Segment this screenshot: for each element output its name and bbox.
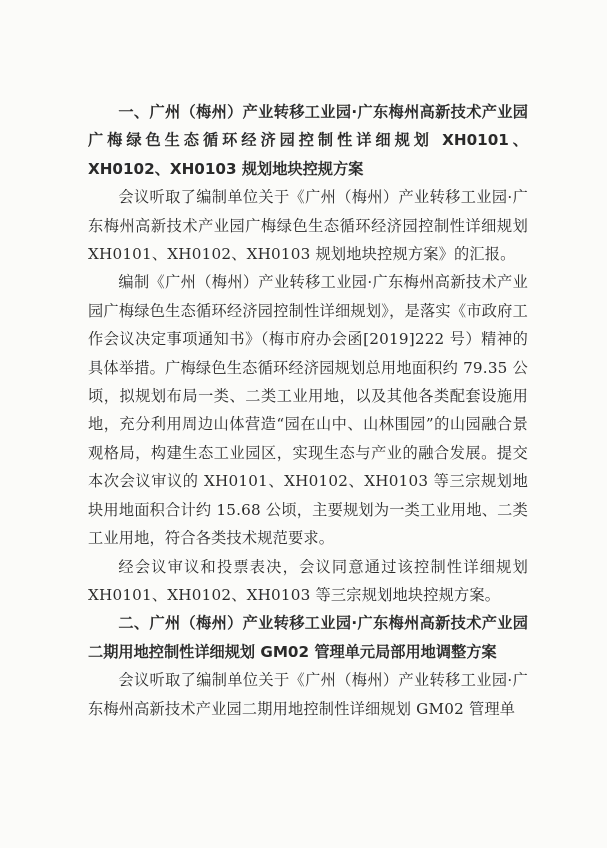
section-2-paragraph-1: 会议听取了编制单位关于《广州（梅州）产业转移工业园·广东梅州高新技术产业园二期用地控制性详细规划 GM02 管理单 (88, 671, 528, 718)
section-1-paragraph-3: 经会议审议和投票表决，会议同意通过该控制性详细规划 XH0101、XH0102、XH0103 等三宗规划地块控规方案。 (88, 557, 528, 604)
section-1-heading: 一、广州（梅州）产业转移工业园·广东梅州高新技术产业园广梅绿色生态循环经济园控制性详细规划 XH0101、XH0102、XH0103 规划地块控规方案 (88, 103, 528, 178)
section-1-paragraph-1: 会议听取了编制单位关于《广州（梅州）产业转移工业园·广东梅州高新技术产业园广梅绿色生态循环经济园控制性详细规划 XH0101、XH0102、XH0103 规划地块控规方案》的汇报。 (88, 188, 528, 264)
document-body (88, 98, 528, 723)
section-2-heading: 二、广州（梅州）产业转移工业园·广东梅州高新技术产业园二期用地控制性详细规划 GM02 管理单元局部用地调整方案 (88, 614, 528, 661)
section-1-paragraph-2: 编制《广州（梅州）产业转移工业园·广东梅州高新技术产业园广梅绿色生态循环经济园控制性详细规划》，是落实《市政府工作会议决定事项通知书》（梅市府办会函[2019]222 号）精神的具体举措。广梅绿色生态循环经济园规划总用地面积约 79.35 公顷，拟规划布局一类、二类工业用地，以及其他各类配套设施用地，充分利用周边山体营造“园在山中、山林围园”的山园融合景观格局，构建生态工业园区，实现生态与产业的融合发展。提交本次会议审议的 XH0101、XH0102、XH0103 等三宗规划地块用地面积合计约 15.68 公顷，主要规划为一类工业用地、二类工业用地，符合各类技术规范要求。 (88, 273, 528, 548)
